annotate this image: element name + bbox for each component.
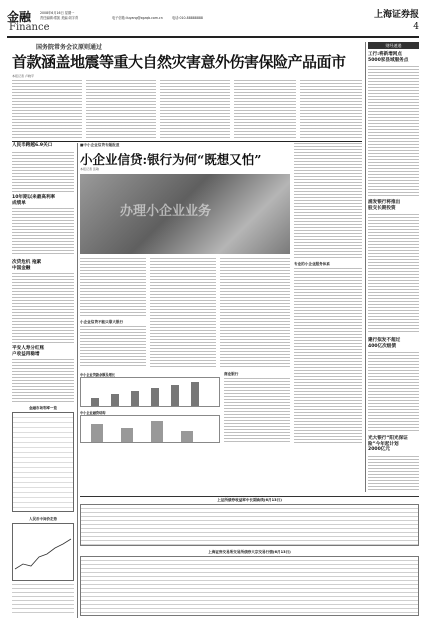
left-table-title: 金融市场利率一览 [29,406,57,410]
center-chart-1 [80,377,220,407]
left-rate-table [12,412,74,512]
center-kicker: ■中小企业信贷专题报道 [80,143,120,147]
masthead-logo-cn: 金融 [7,10,32,24]
paper-name: 上海证券报 [373,10,419,20]
lead-kicker: 国务院常务会议原则通过 [36,44,103,51]
center-text-1 [80,258,146,316]
left-bottom-table [12,584,74,616]
right-h4: 光大银行“阳光保证 险”今年起计划 2000亿元 [368,436,408,453]
center-section-1: 小企业信贷不能只靠大银行 [80,320,124,324]
photo-watermark-text: 办理小企业业务 [120,204,212,219]
center-text-3 [220,258,290,368]
lead-text-col-1 [12,80,82,138]
center-text-5 [224,378,290,443]
lead-text-col-2 [86,80,156,138]
center-text-4 [80,326,146,368]
lead-text-col-4 [234,80,296,138]
right-h3: 建行拟发不超过 400亿次级债 [368,338,401,349]
center-byline: 本报记者 张敏 [80,167,99,171]
center-photo [80,174,290,254]
left-text-1 [12,152,74,192]
email-line: 电子信箱:liuyang@zgzqb.com.cn [112,16,163,20]
lead-text-col-5 [300,80,362,138]
left-text-2 [12,208,74,256]
left-divider [77,143,78,618]
editor-line: 责任编辑:郑凯 美编:刘宇青 [40,16,79,20]
bottom-rule [80,496,419,497]
right-text-1 [368,66,419,196]
right-text-4 [368,456,419,492]
phone-line: 电话:010-88888888 [172,16,203,20]
lead-text-col-3 [160,80,230,138]
center-headline: 小企业信贷:银行为何“既想又怕” [80,152,262,167]
right-text-3 [368,352,419,432]
lead-bottom-rule [12,141,362,142]
right-h2: 浦发银行将推出 股交长期投资 [368,200,401,211]
page-number: 4 [413,22,419,32]
bond-table-2 [80,556,419,616]
bond-table-2-title: 上海证券交易所交易所债券大宗交易行情(6月13日) [208,550,291,554]
center-chart2-title: 中小企业融资结构 [80,411,106,415]
center-right-text-2 [294,268,362,443]
right-text-2 [368,214,419,334]
center-section-2: 商业银行 [224,372,239,376]
masthead [7,5,419,35]
left-line-chart [12,523,74,581]
right-divider [365,42,366,492]
right-top-label: 财经速递 [368,42,419,49]
center-section-3: 专业的小企业服务体系 [294,262,330,266]
center-text-2 [150,258,216,368]
date-line: 2008年6月16日 星期一 [40,11,75,15]
masthead-rule [7,36,419,38]
lead-byline: 本报记者 卢晓平 [12,74,34,78]
masthead-logo-en: Finance [9,22,50,33]
center-chart1-title: 中小企业贷款余额及增长 [80,373,116,377]
right-h1: 工行:将新增网点 5000家县域服务点 [368,52,409,63]
left-h1: 人民币跨越6.9关口 [12,143,53,148]
left-h4: 平安人寿分红账 户收益再稳增 [12,346,45,357]
lead-headline: 首款涵盖地震等重大自然灾害意外伤害保险产品面市 [12,53,346,71]
left-h3: 次贷危机 拖累 中国金融 [12,260,42,271]
left-text-4 [12,359,74,404]
center-chart-2 [80,415,220,443]
left-h2: 10年期以来最高利率 成绩单 [12,195,56,206]
left-chart-title: 人民币中间价走势 [29,517,57,521]
left-text-3 [12,273,74,343]
bond-table-1-title: 上证所债券收益率中长期曲线(6月13日) [217,498,282,502]
center-right-text-1 [294,143,362,258]
bond-table-1 [80,504,419,546]
